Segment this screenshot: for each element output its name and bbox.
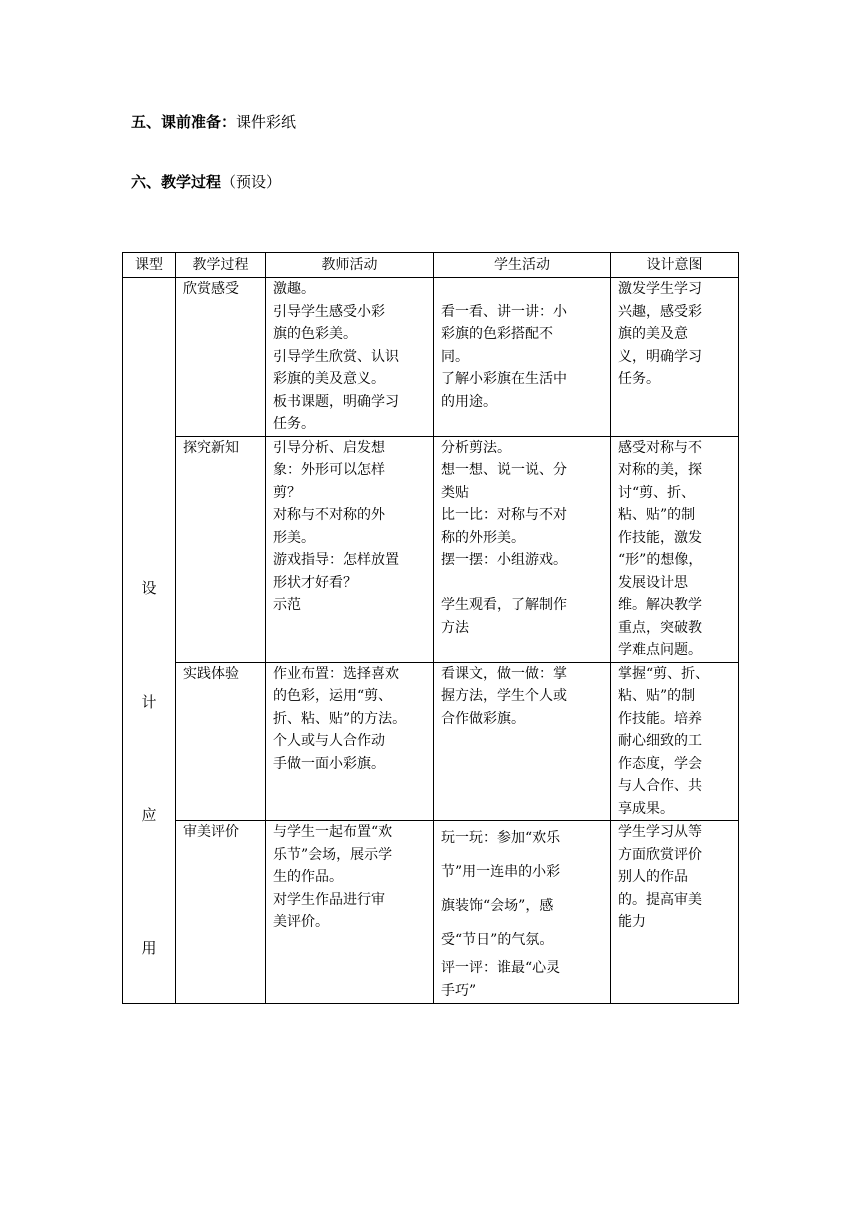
text-line: 旗的色彩美。 bbox=[273, 326, 357, 342]
text-line: 游戏指导：怎样放置 bbox=[273, 552, 399, 568]
lesson-type-char: 用 bbox=[141, 938, 157, 957]
stage-cell: 探究新知 bbox=[176, 436, 266, 662]
text-line: 对称与不对称的外 bbox=[273, 507, 385, 523]
blank-line bbox=[441, 278, 607, 301]
section-process-note: （预设） bbox=[221, 173, 282, 191]
text-line: 引导学生感受小彩 bbox=[273, 303, 385, 320]
text-line: 作技能。培养 bbox=[618, 710, 702, 727]
text-line: 对称的美，探 bbox=[618, 462, 702, 478]
header-student: 学生活动 bbox=[434, 253, 611, 278]
text-line: 评一评：谁最“心灵 bbox=[441, 960, 561, 976]
text-line: 任务。 bbox=[618, 371, 660, 387]
text-line: 引导学生欣赏、认识 bbox=[273, 348, 399, 365]
text-line: 同。 bbox=[441, 348, 469, 365]
section-prep-label: 五、课前准备 bbox=[131, 113, 222, 131]
text-line: “形”的想像， bbox=[618, 552, 703, 568]
teacher-cell bbox=[266, 821, 434, 1004]
text-line: 激趣。 bbox=[273, 281, 315, 297]
intent-cell bbox=[611, 436, 739, 662]
text-line: 象：外形可以怎样 bbox=[273, 462, 385, 478]
table-row bbox=[123, 436, 739, 662]
header-lesson-type: 课型 bbox=[123, 253, 176, 278]
text-line: 示范 bbox=[273, 597, 301, 613]
text-line: 合作做彩旗。 bbox=[441, 710, 525, 727]
teacher-cell bbox=[266, 662, 434, 821]
text-line: 手巧” bbox=[441, 982, 477, 999]
text-line: 节”用一连串的小彩 bbox=[441, 864, 561, 880]
text-line: 摆一摆：小组游戏。 bbox=[441, 552, 567, 568]
text-line: 的色彩，运用“剪、 bbox=[273, 688, 393, 704]
text-line: 学难点问题。 bbox=[618, 642, 702, 658]
text-line: 发展设计思 bbox=[618, 574, 688, 591]
text-line: 手做一面小彩旗。 bbox=[273, 755, 385, 772]
section-prep-colon: ： bbox=[221, 113, 237, 131]
text-line: 维。解决教学 bbox=[618, 597, 702, 613]
text-line: 彩旗的色彩搭配不 bbox=[441, 326, 553, 342]
intent-cell bbox=[611, 821, 739, 1004]
section-prep bbox=[131, 112, 296, 132]
text-line: 作技能，激发 bbox=[618, 529, 702, 546]
text-line: 能力 bbox=[618, 914, 646, 930]
text-line: 看课文，做一做：掌 bbox=[441, 665, 567, 682]
text-line: 作态度，学会 bbox=[618, 755, 702, 772]
text-line: 看一看、讲一讲：小 bbox=[441, 303, 567, 320]
text-line: 板书课题，明确学习 bbox=[273, 393, 399, 410]
text-line: 方面欣赏评价 bbox=[618, 846, 702, 863]
lesson-type-char: 应 bbox=[141, 805, 157, 824]
teacher-cell bbox=[266, 278, 434, 437]
table-row bbox=[123, 278, 739, 437]
text-line: 耐心细致的工 bbox=[618, 733, 702, 749]
intent-cell bbox=[611, 662, 739, 821]
header-intent: 设计意图 bbox=[611, 253, 739, 278]
text-line: 个人或与人合作动 bbox=[273, 733, 385, 749]
text-line: 义，明确学习 bbox=[618, 348, 702, 365]
table-header-row bbox=[123, 253, 739, 278]
stage-cell: 欣赏感受 bbox=[176, 278, 266, 437]
blank-line bbox=[441, 572, 607, 595]
text-line: 握方法，学生个人或 bbox=[441, 688, 567, 704]
text-line: 作业布置：选择喜欢 bbox=[273, 665, 399, 682]
text-line: 掌握“剪、折、 bbox=[618, 665, 710, 682]
text-line: 折、粘、贴”的方法。 bbox=[273, 710, 407, 727]
student-cell bbox=[434, 436, 611, 662]
header-teacher: 教师活动 bbox=[266, 253, 434, 278]
section-prep-value: 课件彩纸 bbox=[236, 113, 297, 131]
text-line: 分析剪法。 bbox=[441, 439, 511, 456]
lesson-type-cell bbox=[123, 278, 176, 1004]
lesson-type-char: 计 bbox=[141, 692, 157, 711]
intent-cell bbox=[611, 278, 739, 437]
text-line: 的。提高审美 bbox=[618, 891, 702, 908]
student-cell bbox=[434, 278, 611, 437]
text-line: 类贴 bbox=[441, 484, 469, 501]
lesson-plan-table bbox=[122, 252, 739, 1004]
text-line: 了解小彩旗在生活中 bbox=[441, 371, 567, 387]
stage-cell: 审美评价 bbox=[176, 821, 266, 1004]
text-line: 彩旗的美及意义。 bbox=[273, 371, 385, 387]
text-line: 兴趣，感受彩 bbox=[618, 303, 702, 320]
text-line: 剪？ bbox=[273, 484, 301, 501]
table-row bbox=[123, 821, 739, 1004]
text-line: 生的作品。 bbox=[273, 869, 343, 885]
text-line: 比一比：对称与不对 bbox=[441, 507, 567, 523]
text-line: 美评价。 bbox=[273, 914, 329, 930]
text-line: 想一想、说一说、分 bbox=[441, 462, 567, 478]
text-line: 旗装饰“会场”，感 bbox=[441, 898, 554, 914]
lesson-type-char: 设 bbox=[141, 578, 157, 597]
text-line: 对学生作品进行审 bbox=[273, 891, 385, 908]
text-line: 乐节”会场，展示学 bbox=[273, 846, 393, 863]
text-line: 粘、贴”的制 bbox=[618, 507, 696, 523]
text-line: 任务。 bbox=[273, 416, 315, 432]
table-row bbox=[123, 662, 739, 821]
text-line: 粘、贴”的制 bbox=[618, 688, 696, 704]
text-line: 形状才好看？ bbox=[273, 574, 357, 591]
text-line: 形美。 bbox=[273, 529, 315, 546]
text-line: 的用途。 bbox=[441, 393, 497, 410]
text-line: 受“节日”的气氛。 bbox=[441, 932, 554, 948]
text-line: 与人合作、共 bbox=[618, 778, 702, 794]
text-line: 激发学生学习 bbox=[618, 281, 702, 297]
section-process bbox=[131, 172, 281, 192]
text-line: 称的外形美。 bbox=[441, 529, 525, 546]
text-line: 讨“剪、折、 bbox=[618, 484, 696, 501]
header-stage: 教学过程 bbox=[176, 253, 266, 278]
text-line: 感受对称与不 bbox=[618, 439, 702, 456]
text-line: 学生观看，了解制作 bbox=[441, 597, 567, 613]
text-line: 方法 bbox=[441, 619, 469, 636]
text-line: 享成果。 bbox=[618, 800, 674, 817]
student-cell bbox=[434, 662, 611, 821]
text-line: 引导分析、启发想 bbox=[273, 439, 385, 456]
stage-cell: 实践体验 bbox=[176, 662, 266, 821]
text-line: 旗的美及意 bbox=[618, 326, 688, 342]
text-line: 学生学习从等 bbox=[618, 824, 702, 840]
text-line: 别人的作品 bbox=[618, 869, 688, 885]
text-line: 重点，突破教 bbox=[618, 619, 702, 636]
text-line: 玩一玩：参加“欢乐 bbox=[441, 830, 561, 846]
student-cell bbox=[434, 821, 611, 1004]
text-line: 与学生一起布置“欢 bbox=[273, 824, 393, 840]
teacher-cell bbox=[266, 436, 434, 662]
section-process-label: 六、教学过程 bbox=[131, 173, 222, 191]
